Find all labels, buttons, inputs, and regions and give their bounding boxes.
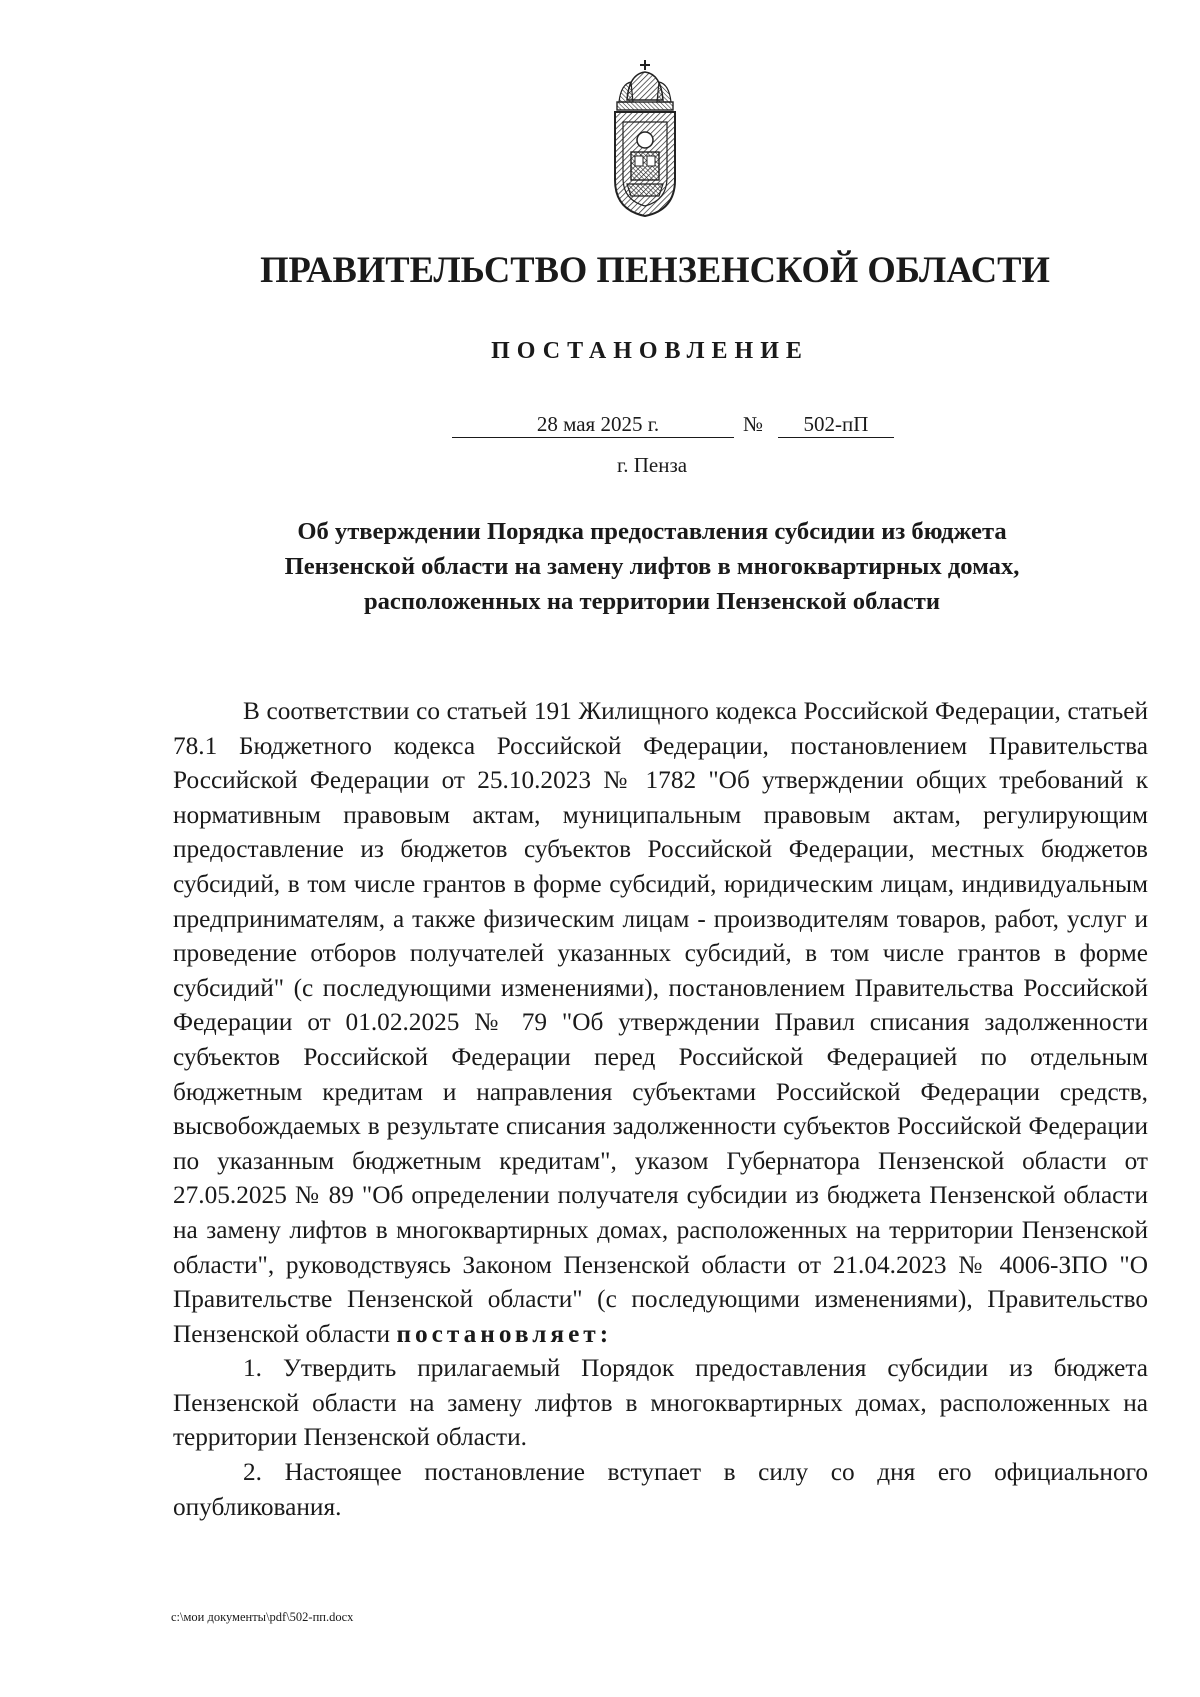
preamble-text: В соответствии со статьей 191 Жилищного кодекса Российской Федерации, статьей 78.1 Бюджетного кодекса Российской Федерации, постановлением Правительства Российской Федерации от 25.10.2023 № 1782 "Об утверждении общих требований к нормативным правовым актам, муниципальным правовым актам, регулирующим предоставление из бюджетов субъектов Российской Федерации, местных бюджетов субсидий, в том числе грантов в форме субсидий, юридическим лицам, индивидуальным предпринимателям, а также физическим лицам - производителям товаров, работ, услуг и проведение отборов получателей указанных субсидий, в том числе грантов в форме субсидий" (с последующими изменениями), постановлением Правительства Российской Федерации от 01.02.2025 № 79 "Об утверждении Правил списания задолженности субъектов Российской Федерации перед Российской Федерацией по отдельным бюджетным кредитам и направления субъектами Российской Федерации средств, высвобождаемых в результате списания задолженности субъектов Российской Федерации по указанным бюджетным кредитам", указом Губернатора Пензенской области от 27.05.2025 № 89 "Об определении получателя субсидии из бюджета Пензенской области на замену лифтов в многоквартирных домах, расположенных на территории Пензенской области", руководствуясь Законом Пензенской области от 21.04.2023 № 4006-ЗПО "О Правительстве Пензенской области" (с последующими изменениями), Правительство Пензенской области	[173, 697, 1148, 1348]
number-sign: №	[743, 412, 764, 436]
title-line-2: Пензенской области на замену лифтов в многоквартирных домах,	[284, 553, 1020, 580]
resolves-word: постановляет:	[396, 1319, 613, 1348]
document-type: ПОСТАНОВЛЕНИЕ	[491, 338, 809, 364]
footer-file-path: c:\мои документы\pdf\502-пп.docx	[171, 1610, 354, 1624]
title-line-3: расположенных на территории Пензенской области	[363, 588, 941, 615]
document-body	[173, 694, 1148, 1524]
title-line-1: Об утверждении Порядка предоставления субсидии из бюджета	[297, 518, 1007, 545]
document-date: 28 мая 2025 г.	[452, 412, 734, 438]
clause-2-paragraph: 2. Настоящее постановление вступает в силу со дня его официального опубликования.	[173, 1458, 1148, 1521]
city: г. Пенза	[617, 453, 688, 477]
coat-of-arms-icon	[605, 60, 685, 218]
preamble-paragraph	[173, 694, 1148, 1351]
government-title: ПРАВИТЕЛЬСТВО ПЕНЗЕНСКОЙ ОБЛАСТИ	[260, 249, 1050, 290]
document-number: 502-пП	[778, 412, 894, 438]
clause-1-paragraph: 1. Утвердить прилагаемый Порядок предоставления субсидии из бюджета Пензенской области на замену лифтов в многоквартирных домах, расположенных на территории Пензенской области.	[173, 1354, 1148, 1452]
document-title	[180, 514, 1124, 619]
